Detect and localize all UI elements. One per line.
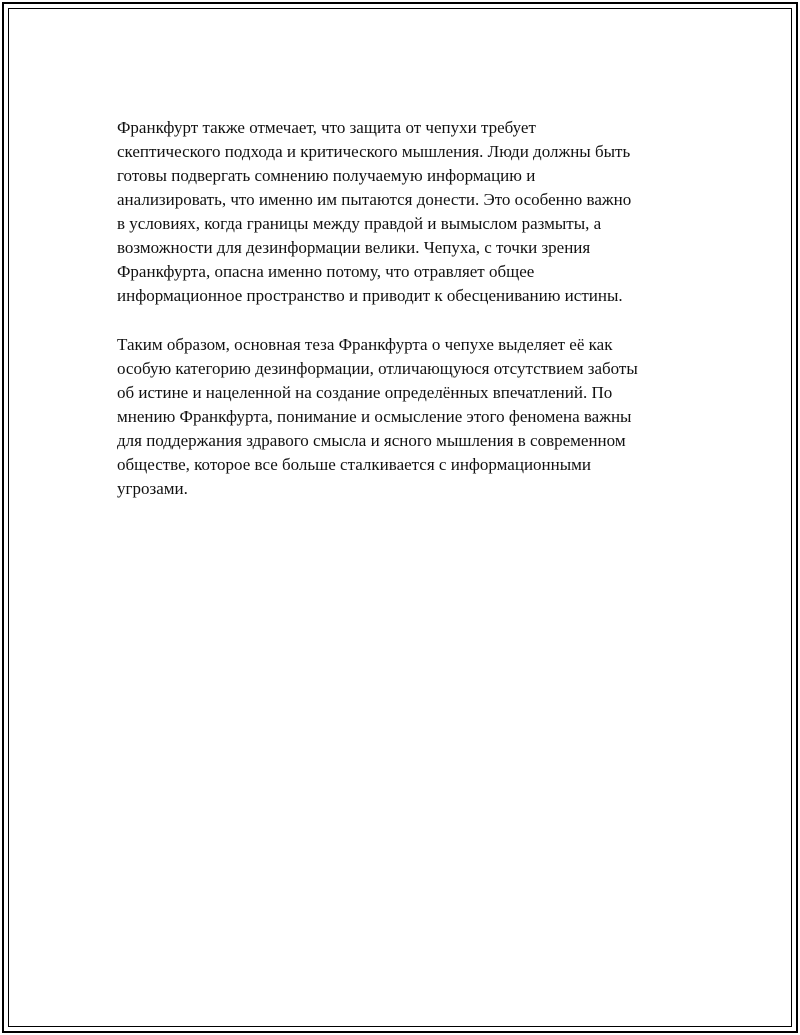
text-line: Таким образом, основная теза Франкфурта о чепухе выделяет её как — [117, 335, 613, 354]
text-line: особую категорию дезинформации, отличающуюся отсутствием заботы — [117, 359, 638, 378]
text-line: информационное пространство и приводит к обесцениванию истины. — [117, 286, 623, 305]
text-line: Франкфурт также отмечает, что защита от чепухи требует — [117, 118, 536, 137]
text-line: обществе, которое все больше сталкивается с информационными — [117, 455, 592, 474]
text-line: об истине и нацеленной на создание определённых впечатлений. По — [117, 383, 613, 402]
text-line: в условиях, когда границы между правдой и вымыслом размыты, а — [117, 214, 602, 233]
text-line: Франкфурта, опасна именно потому, что отравляет общее — [117, 262, 535, 281]
text-line: анализировать, что именно им пытаются донести. Это особенно важно — [117, 190, 632, 209]
text-line: готовы подвергать сомнению получаемую информацию и — [117, 166, 536, 185]
text-line: скептического подхода и критического мышления. Люди должны быть — [117, 142, 631, 161]
text-line: угрозами. — [117, 479, 188, 498]
text-line: мнению Франкфурта, понимание и осмысление этого феномена важны — [117, 407, 632, 426]
text-line: возможности для дезинформации велики. Чепуха, с точки зрения — [117, 238, 591, 257]
paragraph-2 — [117, 333, 697, 501]
paragraph-1 — [117, 116, 697, 308]
document-body — [117, 116, 697, 526]
text-line: для поддержания здравого смысла и ясного мышления в современном — [117, 431, 626, 450]
